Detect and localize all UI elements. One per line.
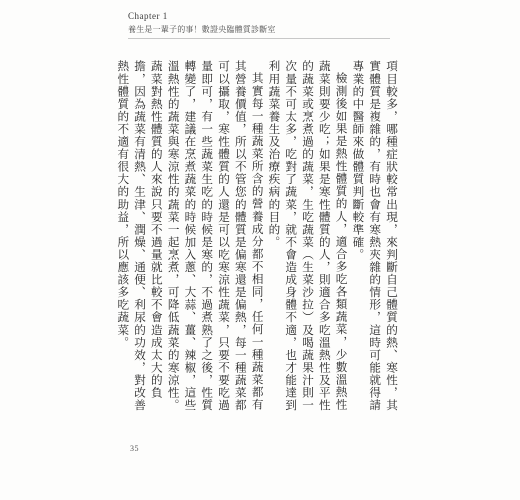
running-header [128,10,276,35]
header-divider [128,38,390,39]
vertical-body-text [100,60,400,420]
paragraph-3: 其實每一種蔬菜所含的營養成分都不相同，任何一種蔬菜都有其營養價值，所以不管您的體質是偏寒還是偏熱，每一種蔬菜都可以攝取，寒性體質的人還是可以吃寒涼性蔬菜，只要不要吃過量即可，有一些蔬菜生吃的時候是寒的，不過煮熟了之後，性質轉變了，建議在烹煮蔬菜的時候加入蔥、大蒜、薑、辣椒，這些溫熱性的蔬菜與寒涼性的蔬菜一起烹煮，可降低蔬菜的寒涼性。蔬菜對熱性體質的人來說只要不過量就比較不會造成太大的負擔，因為蔬菜有清熱、生津、潤燥、通便、利尿的功效，對改善熱性體質的不適有很大的助益，所以應該多吃蔬菜。 [116,60,265,412]
chapter-label: Chapter 1 [128,11,168,21]
chapter-title: 養生是一輩子的事！數證央臨體質診斷室 [128,25,276,34]
paragraph-1: 項目較多，哪種症狀較常出現，來判斷自己體質的熱、寒性，其實體質是複雜的，有時也會有寒熱夾雜的情形，這時可能就得請專業的中醫師來做體質判斷較準確。 [351,60,399,412]
page-number: 35 [130,444,139,453]
paragraph-2: 檢測後如果是熱性體質的人，適合多吃各類蔬菜，少數溫熱性蔬菜則要少吃；如果是寒性體質的人，則適合多吃溫熱性及平性的蔬菜或烹煮過的蔬菜，生吃蔬菜（生菜沙拉）及喝蔬果汁則一次量不可太多，吃對了蔬菜，就不會造成身體不適，也才能達到利用蔬菜養生及治療疾病的目的。 [267,60,349,412]
